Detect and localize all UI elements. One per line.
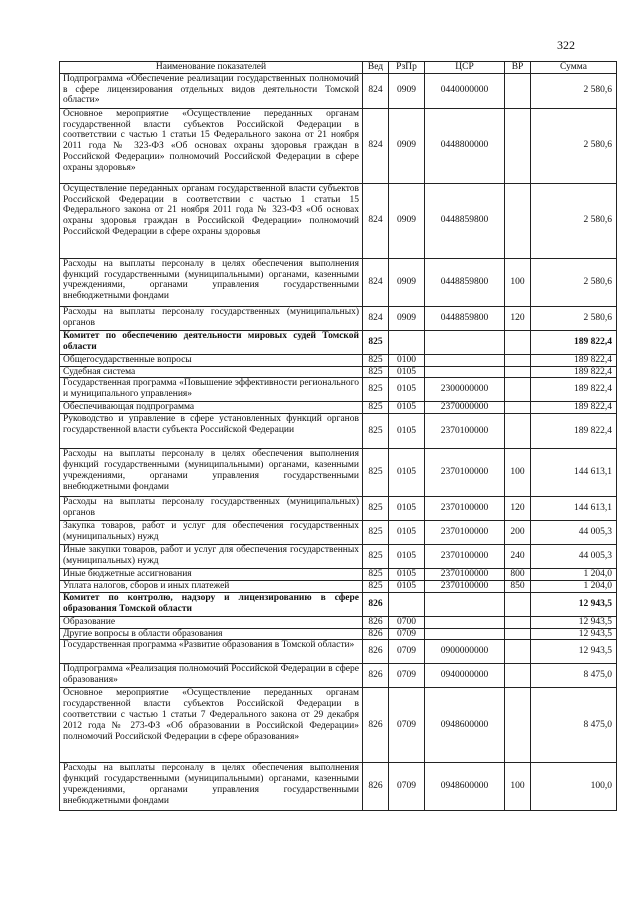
row-name-cell: Расходы на выплаты персоналу в целях обеспечения выполнения функций государственными (муниципальными) органами, казенными учреждениями, органами управления государственными внебюджетными фондами [60,258,363,306]
row-ved-cell: 825 [363,378,389,402]
row-rzpr-cell: 0909 [389,258,425,306]
row-ved-cell: 824 [363,108,389,183]
row-ved-cell: 826 [363,640,389,664]
row-csr-cell [425,330,505,354]
row-rzpr-cell: 0909 [389,73,425,108]
row-csr-cell [425,354,505,366]
row-name-cell: Образование [60,616,363,628]
header-vr: ВР [505,62,531,74]
row-rzpr-cell: 0105 [389,521,425,545]
row-sum-cell: 12 943,5 [531,592,617,616]
row-ved-cell: 825 [363,497,389,521]
row-vr-cell: 100 [505,763,531,811]
row-csr-cell [425,628,505,640]
row-vr-cell [505,366,531,378]
table-row [60,306,617,330]
table-body [60,73,617,811]
row-rzpr-cell: 0105 [389,402,425,414]
row-ved-cell: 825 [363,521,389,545]
row-name-cell: Подпрограмма «Обеспечение реализации государственных полномочий в сфере лицензирования отдельных видов деятельности Томской области» [60,73,363,108]
table-row [60,628,617,640]
row-vr-cell [505,330,531,354]
row-rzpr-cell: 0909 [389,108,425,183]
row-vr-cell [505,628,531,640]
row-sum-cell: 189 822,4 [531,378,617,402]
row-vr-cell: 120 [505,497,531,521]
table-row [60,580,617,592]
row-vr-cell [505,183,531,258]
row-rzpr-cell: 0909 [389,306,425,330]
row-rzpr-cell: 0105 [389,414,425,449]
row-csr-cell [425,366,505,378]
row-csr-cell: 2370100000 [425,569,505,581]
row-ved-cell: 826 [363,616,389,628]
row-ved-cell: 826 [363,688,389,763]
row-csr-cell: 0448859800 [425,306,505,330]
row-name-cell: Обеспечивающая подпрограмма [60,402,363,414]
row-rzpr-cell: 0105 [389,449,425,497]
row-ved-cell: 825 [363,366,389,378]
row-sum-cell: 2 580,6 [531,73,617,108]
row-csr-cell: 0448859800 [425,183,505,258]
row-name-cell: Подпрограмма «Реализация полномочий Российской Федерации в сфере образования» [60,664,363,688]
table-row [60,354,617,366]
row-sum-cell: 1 204,0 [531,580,617,592]
row-csr-cell: 0940000000 [425,664,505,688]
row-csr-cell: 2370100000 [425,545,505,569]
table-row [60,664,617,688]
row-name-cell: Расходы на выплаты персоналу в целях обеспечения выполнения функций государственными (муниципальными) органами, казенными учреждениями, органами управления государственными внебюджетными фондами [60,763,363,811]
row-ved-cell: 825 [363,414,389,449]
header-rzpr: РзПр [389,62,425,74]
row-ved-cell: 825 [363,402,389,414]
row-rzpr-cell: 0700 [389,616,425,628]
header-name: Наименование показателей [60,62,363,74]
row-sum-cell: 2 580,6 [531,258,617,306]
table-row [60,688,617,763]
table-row [60,330,617,354]
row-vr-cell: 100 [505,258,531,306]
row-ved-cell: 825 [363,354,389,366]
budget-table [59,61,617,811]
table-row [60,108,617,183]
row-sum-cell: 144 613,1 [531,449,617,497]
row-sum-cell: 8 475,0 [531,688,617,763]
table-row [60,402,617,414]
row-rzpr-cell: 0105 [389,569,425,581]
row-rzpr-cell: 0709 [389,640,425,664]
row-ved-cell: 825 [363,569,389,581]
row-sum-cell: 144 613,1 [531,497,617,521]
row-csr-cell [425,616,505,628]
table-row [60,366,617,378]
row-csr-cell: 0448859800 [425,258,505,306]
row-ved-cell: 826 [363,664,389,688]
row-ved-cell: 825 [363,545,389,569]
row-rzpr-cell: 0709 [389,688,425,763]
table-row [60,497,617,521]
row-csr-cell: 2300000000 [425,378,505,402]
row-rzpr-cell: 0105 [389,580,425,592]
row-ved-cell: 825 [363,580,389,592]
table-row [60,592,617,616]
row-ved-cell: 825 [363,330,389,354]
row-csr-cell: 0948600000 [425,688,505,763]
row-vr-cell: 240 [505,545,531,569]
table-row [60,378,617,402]
table-row [60,616,617,628]
row-ved-cell: 824 [363,73,389,108]
table-row [60,545,617,569]
row-vr-cell [505,640,531,664]
row-vr-cell [505,688,531,763]
row-sum-cell: 2 580,6 [531,108,617,183]
row-sum-cell: 189 822,4 [531,402,617,414]
row-name-cell: Комитет по обеспечению деятельности мировых судей Томской области [60,330,363,354]
row-rzpr-cell: 0709 [389,628,425,640]
row-sum-cell: 189 822,4 [531,330,617,354]
row-csr-cell: 2370100000 [425,580,505,592]
header-sum: Сумма [531,62,617,74]
row-rzpr-cell: 0105 [389,366,425,378]
row-name-cell: Иные бюджетные ассигнования [60,569,363,581]
row-vr-cell: 800 [505,569,531,581]
row-name-cell: Расходы на выплаты персоналу государственных (муниципальных) органов [60,497,363,521]
row-vr-cell [505,664,531,688]
row-name-cell: Основное мероприятие «Осуществление переданных органам государственной власти субъектов Российской Федерации в соответствии с частью 1 статьи 15 Федерального закона от 21 ноября 2011 года № 323-ФЗ «Об основах охраны здоровья граждан в Российской Федерации» полномочий Российской Федерации в сфере охраны здоровья» [60,108,363,183]
row-csr-cell: 0900000000 [425,640,505,664]
row-csr-cell [425,592,505,616]
row-rzpr-cell: 0709 [389,763,425,811]
row-rzpr-cell: 0105 [389,545,425,569]
row-vr-cell [505,616,531,628]
table-row [60,449,617,497]
row-sum-cell: 12 943,5 [531,640,617,664]
row-csr-cell: 0948600000 [425,763,505,811]
table-row [60,183,617,258]
row-sum-cell: 2 580,6 [531,183,617,258]
row-name-cell: Иные закупки товаров, работ и услуг для обеспечения государственных (муниципальных) нужд [60,545,363,569]
row-rzpr-cell: 0709 [389,664,425,688]
table-row [60,640,617,664]
row-sum-cell: 189 822,4 [531,366,617,378]
row-sum-cell: 1 204,0 [531,569,617,581]
row-name-cell: Основное мероприятие «Осуществление переданных органам государственной власти субъектов Российской Федерации в соответствии с частью 1 статьи 7 Федерального закона от 29 декабря 2012 года № 273-ФЗ «Об образовании в Российской Федерации» полномочий Российской Федерации в сфере образования» [60,688,363,763]
row-ved-cell: 825 [363,449,389,497]
row-rzpr-cell: 0105 [389,378,425,402]
row-name-cell: Общегосударственные вопросы [60,354,363,366]
row-rzpr-cell [389,330,425,354]
row-csr-cell: 2370100000 [425,449,505,497]
row-name-cell: Государственная программа «Повышение эффективности регионального и муниципального управления» [60,378,363,402]
row-name-cell: Уплата налогов, сборов и иных платежей [60,580,363,592]
row-ved-cell: 824 [363,183,389,258]
table-row [60,569,617,581]
table-row [60,258,617,306]
row-name-cell: Руководство и управление в сфере установленных функций органов государственной власти субъекта Российской Федерации [60,414,363,449]
row-vr-cell [505,108,531,183]
row-rzpr-cell: 0100 [389,354,425,366]
row-ved-cell: 824 [363,306,389,330]
row-csr-cell: 2370100000 [425,497,505,521]
header-ved: Вед [363,62,389,74]
row-sum-cell: 189 822,4 [531,414,617,449]
row-name-cell: Государственная программа «Развитие образования в Томской области» [60,640,363,664]
row-csr-cell: 0440000000 [425,73,505,108]
page-number: 322 [557,38,575,52]
row-vr-cell: 850 [505,580,531,592]
row-name-cell: Другие вопросы в области образования [60,628,363,640]
row-rzpr-cell: 0909 [389,183,425,258]
row-sum-cell: 8 475,0 [531,664,617,688]
row-ved-cell: 826 [363,628,389,640]
row-sum-cell: 44 005,3 [531,545,617,569]
table-row [60,73,617,108]
row-name-cell: Расходы на выплаты персоналу в целях обеспечения выполнения функций государственными (муниципальными) органами, казенными учреждениями, органами управления государственными внебюджетными фондами [60,449,363,497]
row-vr-cell: 120 [505,306,531,330]
table-row [60,414,617,449]
row-csr-cell: 2370100000 [425,521,505,545]
row-name-cell: Осуществление переданных органам государственной власти субъектов Российской Федерации в соответствии с частью 1 статьи 15 Федерального закона от 21 ноября 2011 года № 323-ФЗ «Об основах охраны здоровья граждан в Российской Федерации» полномочий Российской Федерации в сфере охраны здоровья [60,183,363,258]
row-name-cell: Расходы на выплаты персоналу государственных (муниципальных) органов [60,306,363,330]
header-csr: ЦСР [425,62,505,74]
row-csr-cell: 0448800000 [425,108,505,183]
row-csr-cell: 2370100000 [425,414,505,449]
row-vr-cell: 100 [505,449,531,497]
row-ved-cell: 824 [363,258,389,306]
row-rzpr-cell [389,592,425,616]
row-vr-cell [505,592,531,616]
row-vr-cell [505,402,531,414]
row-vr-cell [505,414,531,449]
row-vr-cell [505,73,531,108]
table-row [60,763,617,811]
row-ved-cell: 826 [363,592,389,616]
row-sum-cell: 12 943,5 [531,628,617,640]
row-rzpr-cell: 0105 [389,497,425,521]
row-vr-cell [505,378,531,402]
row-name-cell: Судебная система [60,366,363,378]
table-header-row [60,62,617,74]
row-vr-cell [505,354,531,366]
table-row [60,521,617,545]
row-csr-cell: 2370000000 [425,402,505,414]
row-ved-cell: 826 [363,763,389,811]
row-vr-cell: 200 [505,521,531,545]
row-sum-cell: 12 943,5 [531,616,617,628]
row-sum-cell: 189 822,4 [531,354,617,366]
row-name-cell: Комитет по контролю, надзору и лицензированию в сфере образования Томской области [60,592,363,616]
row-sum-cell: 2 580,6 [531,306,617,330]
row-name-cell: Закупка товаров, работ и услуг для обеспечения государственных (муниципальных) нужд [60,521,363,545]
row-sum-cell: 100,0 [531,763,617,811]
row-sum-cell: 44 005,3 [531,521,617,545]
